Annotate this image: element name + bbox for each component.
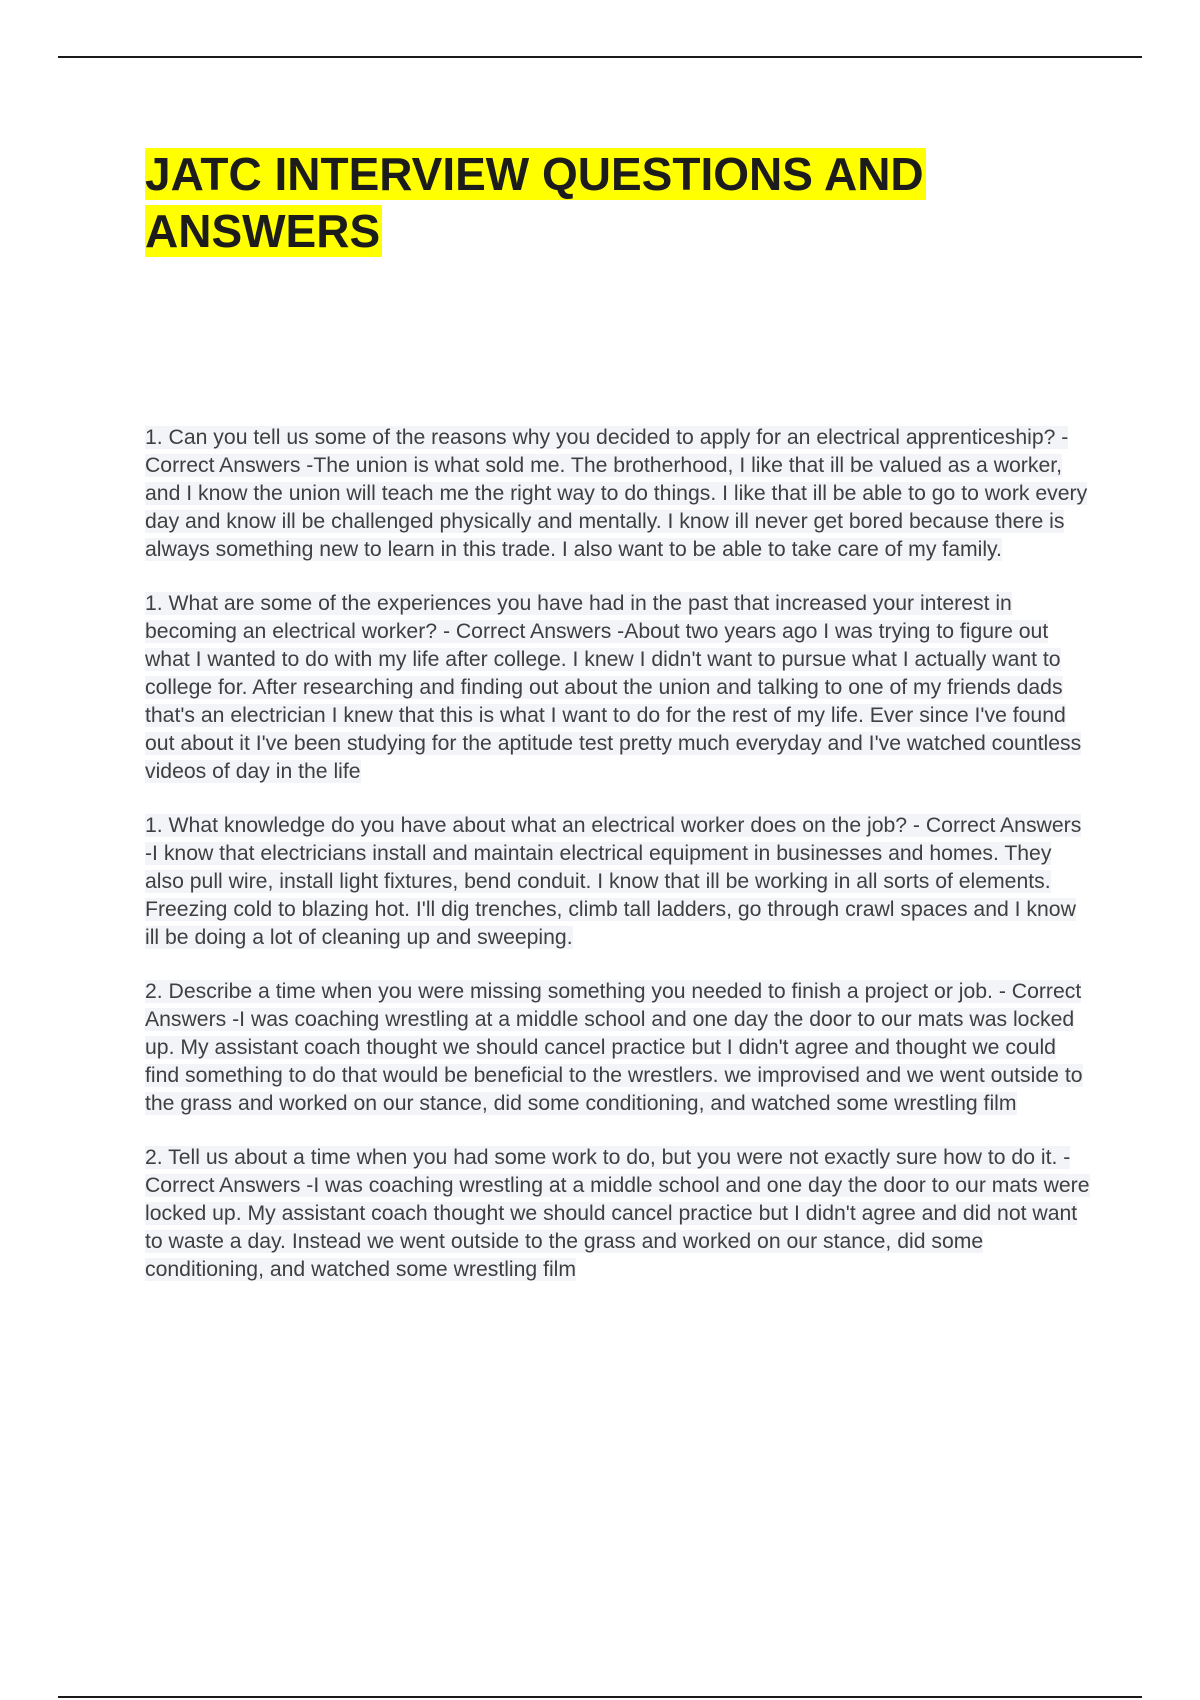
qa-item-4 <box>145 978 1090 1118</box>
page-title-text: JATC INTERVIEW QUESTIONS AND ANSWERS <box>145 148 924 257</box>
bottom-rule <box>58 1696 1142 1698</box>
page-title <box>145 146 1045 260</box>
qa-item-text: 1. Can you tell us some of the reasons why you decided to apply for an electrical apprenticeship? - Correct Answers -The union is what sold me. The brotherhood, I like that ill be valued as a worker, and I know the union will teach me the right way to do things. I like that ill be able to go to work every day and know ill be challenged physically and mentally. I know ill never get bored because there is always something new to learn in this trade. I also want to be able to take care of my family. <box>145 426 1088 561</box>
qa-item-text: 2. Tell us about a time when you had some work to do, but you were not exactly sure how to do it. - Correct Answers -I was coaching wrestling at a middle school and one day the door to our mats were locked up. My assistant coach thought we should cancel practice but I didn't agree and did not want to waste a day. Instead we went outside to the grass and worked on our stance, did some conditioning, and watched some wrestling film <box>145 1146 1090 1281</box>
top-rule <box>58 56 1142 58</box>
qa-item-text: 2. Describe a time when you were missing something you needed to finish a project or job. - Correct Answers -I was coaching wrestling at a middle school and one day the door to our mats was locked up. My assistant coach thought we should cancel practice but I didn't agree and thought we could find something to do that would be beneficial to the wrestlers. we improvised and we went outside to the grass and worked on our stance, did some conditioning, and watched some wrestling film <box>145 980 1083 1115</box>
qa-item-1 <box>145 424 1090 564</box>
qa-item-text: 1. What are some of the experiences you have had in the past that increased your interest in becoming an electrical worker? - Correct Answers -About two years ago I was trying to figure out what I wanted to do with my life after college. I knew I didn't want to pursue what I actually want to college for. After researching and finding out about the union and talking to one of my friends dads that's an electrician I knew that this is what I want to do for the rest of my life. Ever since I've found out about it I've been studying for the aptitude test pretty much everyday and I've watched countless videos of day in the life <box>145 592 1082 783</box>
qa-item-3 <box>145 812 1090 952</box>
qa-item-5 <box>145 1144 1090 1284</box>
qa-item-2 <box>145 590 1090 786</box>
qa-item-text: 1. What knowledge do you have about what an electrical worker does on the job? - Correct Answers -I know that electricians install and maintain electrical equipment in businesses and homes. They also pull wire, install light fixtures, bend conduit. I know that ill be working in all sorts of elements. Freezing cold to blazing hot. I'll dig trenches, climb tall ladders, go through crawl spaces and I know ill be doing a lot of cleaning up and sweeping. <box>145 814 1082 949</box>
qa-list <box>145 424 1090 1310</box>
